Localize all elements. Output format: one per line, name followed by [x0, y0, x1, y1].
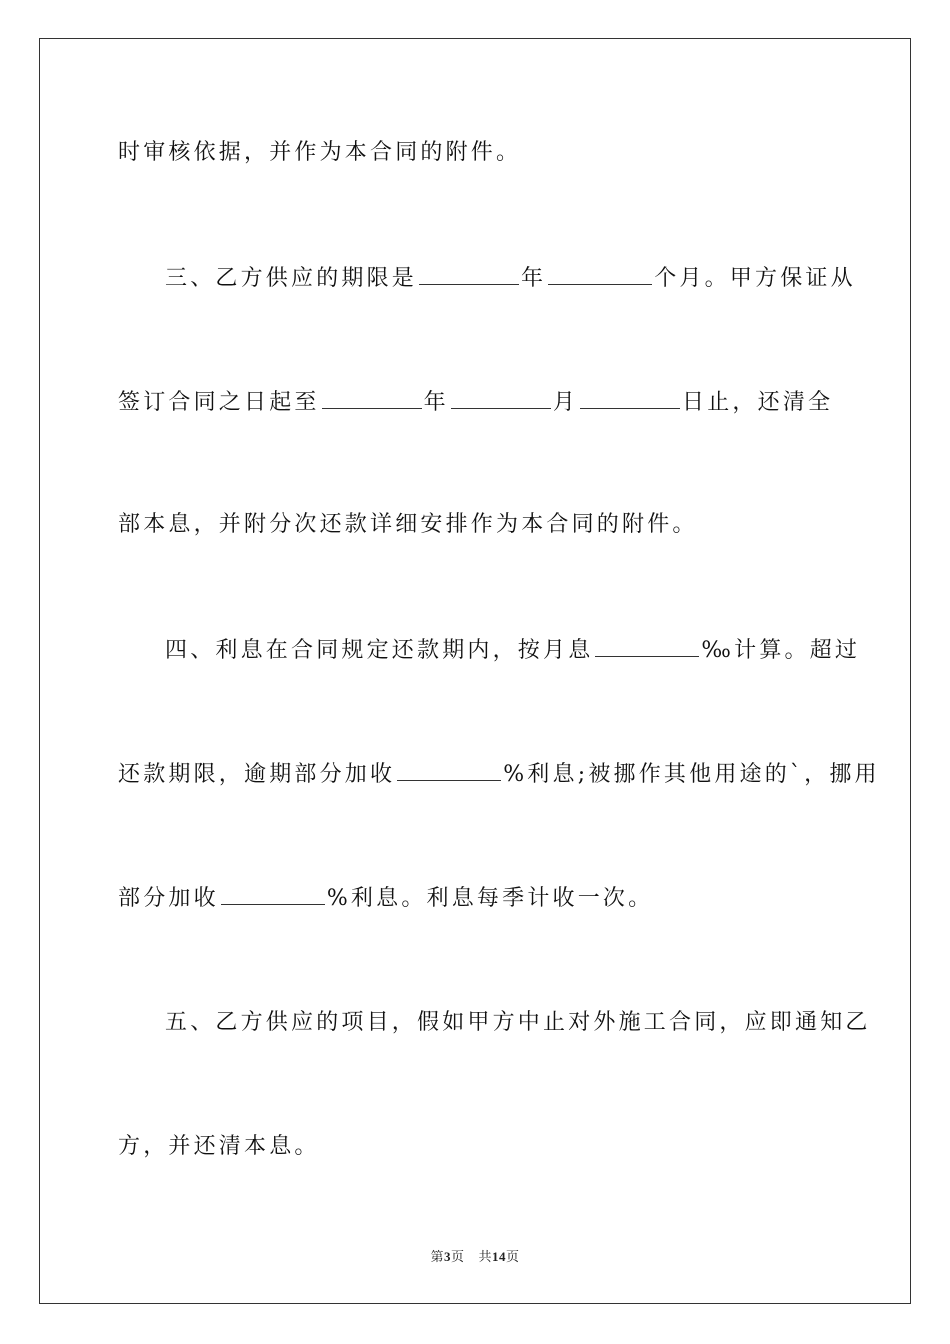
fill-blank	[451, 386, 551, 409]
footer-page-suffix: 页	[450, 1249, 465, 1264]
footer-page-prefix: 第	[430, 1249, 444, 1264]
fill-blank	[397, 758, 501, 781]
paragraph-text: 时审核依据，并作为本合同的附件。	[118, 140, 522, 165]
fill-blank	[419, 262, 519, 285]
fill-blank	[221, 882, 325, 905]
footer-total-prefix: 共	[478, 1249, 493, 1264]
page-footer	[0, 1246, 950, 1265]
paragraph-text: 部分加收	[118, 886, 219, 911]
fill-blank	[580, 386, 680, 409]
paragraph-text: 五、乙方供应的项目，假如甲方中止对外施工合同，应即通知乙	[165, 1010, 871, 1035]
paragraph-text: 还款期限，逾期部分加收	[118, 762, 396, 787]
page-frame	[39, 38, 911, 1304]
paragraph-text: ‰计算。超过	[701, 638, 861, 663]
paragraph-text: 年	[521, 266, 547, 291]
paragraph-text: 部本息，并附分次还款详细安排作为本合同的附件。	[118, 512, 698, 537]
paragraph-text: %利息;被挪作其他用途的`，挪用	[503, 762, 880, 787]
text-line	[165, 634, 860, 666]
footer-total-suffix: 页	[506, 1249, 520, 1264]
paragraph-text: 三、乙方供应的期限是	[165, 266, 418, 291]
text-line	[118, 386, 833, 418]
paragraph-text: %利息。利息每季计收一次。	[326, 886, 654, 911]
fill-blank	[595, 634, 699, 657]
paragraph-text: 方，并还清本息。	[118, 1134, 320, 1159]
paragraph-text: 签订合同之日起至	[118, 390, 320, 415]
footer-total-number: 14	[492, 1249, 507, 1264]
text-line	[118, 138, 521, 168]
paragraph-text: 月	[552, 390, 579, 415]
text-line	[165, 262, 856, 294]
footer-page-number: 3	[443, 1249, 451, 1264]
paragraph-text: 四、利息在合同规定还款期内，按月息	[165, 638, 594, 663]
text-line	[118, 1132, 320, 1162]
text-line	[118, 882, 653, 914]
fill-blank	[322, 386, 422, 409]
text-line	[165, 1008, 871, 1038]
paragraph-text: 个月。甲方保证从	[654, 266, 856, 291]
paragraph-text: 日止，还清全	[682, 390, 834, 415]
fill-blank	[548, 262, 652, 285]
paragraph-text: 年	[423, 390, 449, 415]
text-line	[118, 510, 698, 540]
text-line	[118, 758, 880, 790]
